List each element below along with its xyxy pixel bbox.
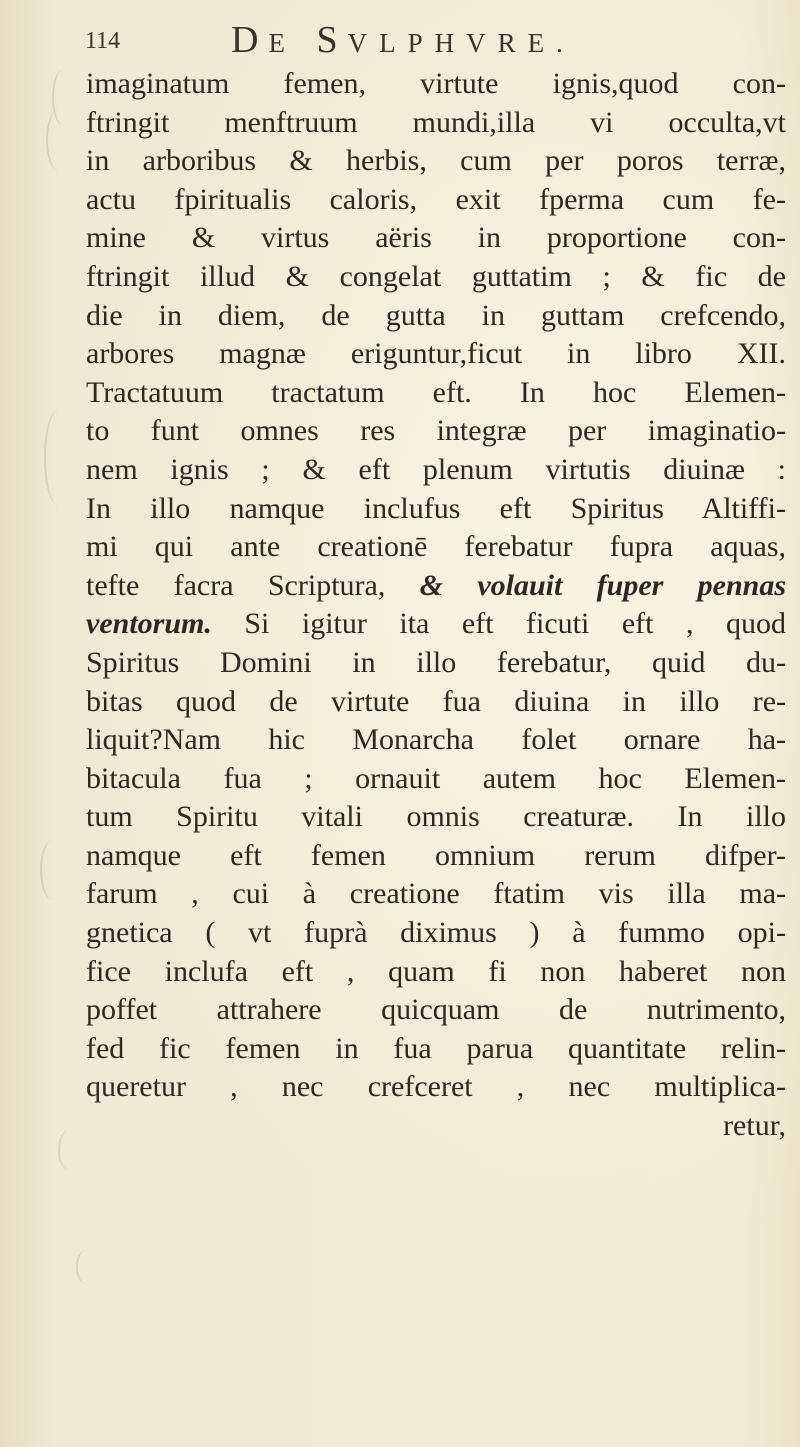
text-line: bitacula fua ; ornauit autem hoc Elemen- <box>86 761 786 795</box>
text-line: nem ignis ; & eft plenum virtutis diuinæ : <box>86 452 786 486</box>
text-line: to funt omnes res integræ per imaginatio- <box>86 414 786 448</box>
scripture-quotation-end: ventorum. <box>86 607 212 641</box>
text-line: die in diem, de gutta in guttam crefcendo, <box>86 298 786 332</box>
running-head-initial-2: S <box>316 19 348 61</box>
text-line: mi qui ante creationē ferebatur fupra aquas, <box>86 530 786 564</box>
text-line: arbores magnæ eriguntur,ficut in libro XII. <box>86 337 786 371</box>
page-header <box>85 18 725 68</box>
scripture-quotation: & volauit fuper pennas <box>419 568 786 602</box>
body-text <box>86 65 786 1146</box>
text-line: poffet attrahere quicquam de nutrimento, <box>86 993 786 1027</box>
running-head-word-2: VLPHVRE. <box>347 28 575 58</box>
running-head-word-1: E <box>268 28 297 58</box>
text-line: fice inclufa eft , quam fi non haberet non <box>86 954 786 988</box>
text-line: In illo namque inclufus eft Spiritus Altiffi- <box>86 491 786 525</box>
show-through-mark <box>58 1130 80 1170</box>
text-line: actu fpiritualis caloris, exit fperma cum fe- <box>86 182 786 216</box>
show-through-mark <box>76 1250 96 1284</box>
show-through-mark <box>40 840 66 900</box>
text-line: namque eft femen omnium rerum difper- <box>86 838 786 872</box>
text-line: imaginatum femen, virtute ignis,quod con- <box>86 67 786 100</box>
running-head-initial: D <box>231 19 269 61</box>
text-line: queretur , nec crefceret , nec multiplica- <box>86 1070 786 1104</box>
catchword: retur, <box>723 1109 786 1143</box>
running-head <box>231 18 575 62</box>
text-line: farum , cui à creatione ftatim vis illa ma- <box>86 877 786 911</box>
text-line: fed fic femen in fua parua quantitate relin- <box>86 1031 786 1065</box>
text-roman: tefte facra Scriptura, <box>86 568 420 602</box>
show-through-mark <box>46 110 70 170</box>
text-line: Spiritus Domini in illo ferebatur, quid du- <box>86 645 786 679</box>
text-line: in arboribus & herbis, cum per poros terræ, <box>86 144 786 178</box>
text-line: ftringit menftruum mundi,illa vi occulta,vt <box>86 105 786 139</box>
text-line: ftringit illud & congelat guttatim ; & fic de <box>86 259 786 293</box>
text-line: Tractatuum tractatum eft. In hoc Elemen- <box>86 375 786 409</box>
text-roman: Si igitur ita eft ficuti eft , quod <box>211 607 786 641</box>
text-line: tum Spiritu vitali omnis creaturæ. In illo <box>86 800 786 834</box>
text-line: liquit?Nam hic Monarcha folet ornare ha- <box>86 723 786 757</box>
text-line: gnetica ( vt fuprà diximus ) à fummo opi- <box>86 916 786 950</box>
text-line-with-quotation <box>86 567 786 606</box>
page-number: 114 <box>85 28 121 54</box>
text-line: mine & virtus aëris in proportione con- <box>86 221 786 255</box>
show-through-mark <box>44 410 72 505</box>
text-line-with-quotation <box>86 605 786 644</box>
text-line: bitas quod de virtute fua diuina in illo re- <box>86 684 786 718</box>
